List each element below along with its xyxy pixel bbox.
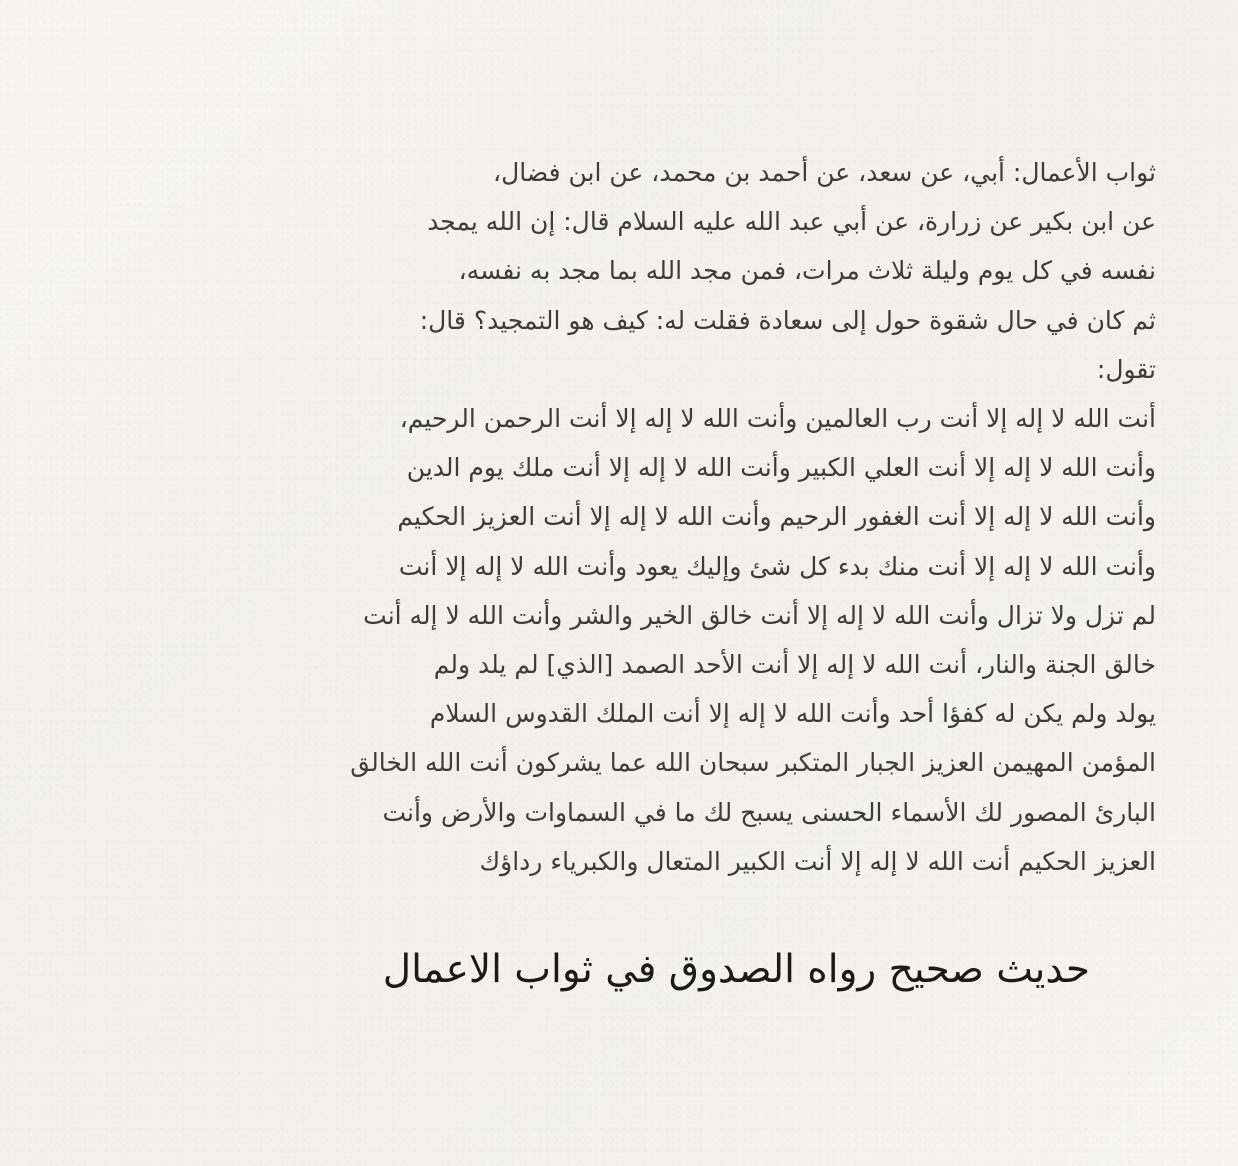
hadith-line-12: يولد ولم يكن له كفؤا أحد وأنت الله لا إله إلا أنت الملك القدوس السلام [429, 699, 1156, 729]
hadith-line-6: أنت الله لا إله إلا أنت رب العالمين وأنت الله لا إله إلا أنت الرحمن الرحيم، [399, 404, 1156, 434]
hadith-line-7: وأنت الله لا إله إلا أنت العلي الكبير وأنت الله لا إله إلا أنت ملك يوم الدين [406, 453, 1156, 483]
hadith-line-13: المؤمن المهيمن العزيز الجبار المتكبر سبحان الله عما يشركون أنت الله الخالق [350, 748, 1156, 778]
hadith-text-block [126, 148, 1156, 886]
hadith-line-5: تقول: [1096, 354, 1156, 384]
hadith-line-2: عن ابن بكير عن زرارة، عن أبي عبد الله عليه السلام قال: إن الله يمجد [427, 207, 1156, 237]
hadith-caption: حديث صحيح رواه الصدوق في ثواب الاعمال [382, 947, 1090, 992]
hadith-line-3: نفسه في كل يوم وليلة ثلاث مرات، فمن مجد الله بما مجد به نفسه، [458, 256, 1156, 286]
hadith-line-4: ثم كان في حال شقوة حول إلى سعادة فقلت له: كيف هو التمجيد؟ قال: [419, 305, 1156, 335]
hadith-line-9: وأنت الله لا إله إلا أنت منك بدء كل شئ وإليك يعود وأنت الله لا إله إلا أنت [398, 551, 1156, 581]
hadith-line-15: العزيز الحكيم أنت الله لا إله إلا أنت الكبير المتعال والكبرياء رداؤك [479, 846, 1156, 876]
hadith-line-14: البارئ المصور لك الأسماء الحسنى يسبح لك ما في السماوات والأرض وأنت [382, 797, 1156, 827]
hadith-line-10: لم تزل ولا تزال وأنت الله لا إله إلا أنت خالق الخير والشر وأنت الله لا إله أنت [363, 600, 1156, 630]
hadith-line-11: خالق الجنة والنار، أنت الله لا إله إلا أنت الأحد الصمد [الذي] لم يلد ولم [433, 650, 1156, 680]
hadith-line-1: ثواب الأعمال: أبي، عن سعد، عن أحمد بن محمد، عن ابن فضال، [493, 158, 1156, 187]
hadith-line-8: وأنت الله لا إله إلا أنت الغفور الرحيم وأنت الله لا إله إلا أنت العزيز الحكيم [397, 502, 1156, 532]
